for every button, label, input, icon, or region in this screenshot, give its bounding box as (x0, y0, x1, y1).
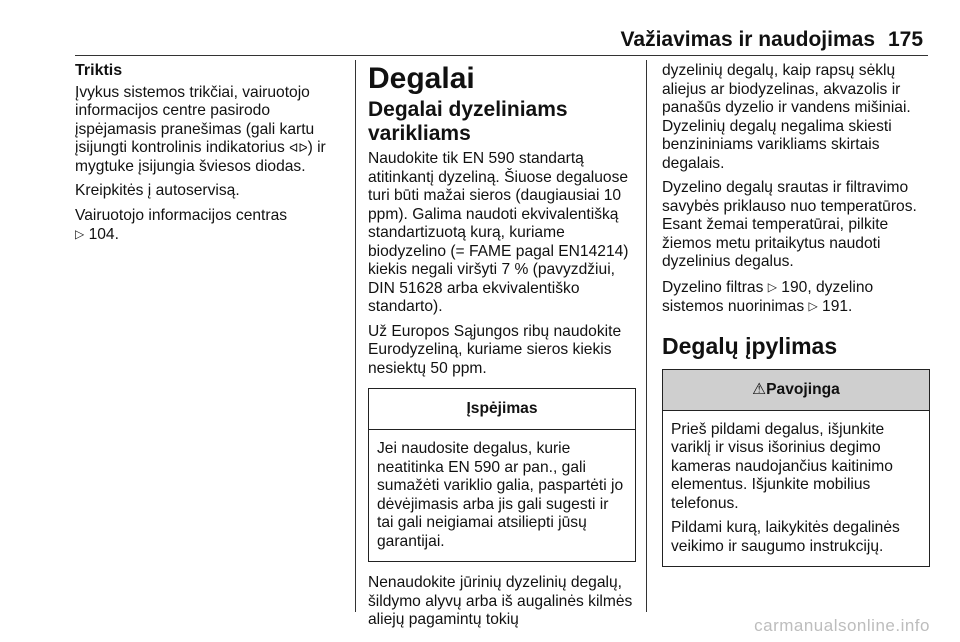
notice-text: Jei naudosite degalus, kurie neatitinka EN 590 ar pan., gali sumažėti variklio galia, paspartėti jo dėvėjimasis arba jis gali sugesti ir tai gali neigiamai atsiliepti jūsų garantijai. (377, 440, 624, 550)
paragraph (75, 207, 347, 245)
header-title: Važiavimas ir naudojimas (620, 28, 875, 51)
warning-triangle-icon: ⚠ (752, 380, 767, 398)
paragraph: Dyzelino degalų srautas ir filtravimo savybės priklauso nuo temperatūros. Esant žemai temperatūrai, pilkite žiemos metu pritaikytus naudoti dyzelinius degalus. (662, 179, 917, 270)
paragraph-text: Dyzelino filtras (662, 278, 768, 296)
paragraph: Naudokite tik EN 590 standartą atitinkantį dyzeliną. Šiuose degaluose turi būti mažai sieros (daugiausiai 10 ppm). Galima naudoti ekvivalentišką standartizuotą kurą, kuriame biodyzelino (= FAME pagal EN14214) kiekis negali viršyti 7 % (pavyzdžiui, DIN 51628 arba ekvivalentiško standarto). (368, 150, 629, 315)
section-heading-triktis: Triktis (75, 62, 123, 79)
paragraph-text: Įvykus sistemos trikčiai, vairuotojo informacijos centre pasirodo įspėjamasis pranešimas (gali kartu įsijungti kontrolinis indikatorius (75, 83, 315, 156)
paragraph: Nenaudokite jūrinių dyzelinių degalų, šildymo alyvų arba iš augalinės kilmės aliejų pagamintų tokių (368, 574, 633, 628)
page-reference[interactable]: 104. (84, 226, 119, 243)
column-middle (368, 62, 636, 636)
column-right (662, 62, 930, 567)
danger-text: Prieš pildami degalus, išjunkite variklį ir visus išorinius degimo kameras naudojančius kaitinimo elementus. Išjunkite mobilius telefonus. (671, 420, 893, 512)
paragraph: Už Europos Sąjungos ribų naudokite Eurodyzeliną, kuriame sieros kiekis nesiektų 50 ppm. (368, 322, 622, 377)
notice-body (369, 430, 635, 561)
paragraph-text: ) ir mygtuke įsijungia šviesos diodas. (75, 139, 326, 175)
danger-text: Pildami kurą, laikykitės degalinės veikimo ir saugumo instrukcijų. (671, 519, 900, 555)
danger-body (663, 411, 929, 567)
indicator-icon: ᐊᐅ (289, 141, 308, 155)
watermark: carmanualsonline.info (754, 616, 930, 635)
reference-arrow-icon: ▷ (767, 279, 777, 294)
reference-arrow-icon: ▷ (75, 227, 85, 241)
danger-title-text: Pavojinga (766, 380, 840, 398)
danger-title (663, 370, 929, 411)
header-rule (75, 55, 928, 56)
page-reference[interactable]: 190, dyzelino sistemos nuorinimas (662, 278, 874, 315)
subsection-heading-diesel: Degalai dyzeliniams varikliams (368, 98, 568, 145)
section-heading-degalai: Degalai (368, 62, 475, 95)
paragraph (662, 278, 930, 317)
paragraph: Kreipkitės į autoservisą. (75, 182, 240, 199)
danger-box (662, 369, 930, 568)
paragraph: dyzelinių degalų, kaip rapsų sėklų aliejus ar biodyzelinas, akvazolis ir panašūs dyzelio ir vandens mišiniai. Dyzelinių degalų negalima skiesti benzininiams varikliams skirtais degalais. (662, 62, 911, 172)
section-heading-refueling: Degalų įpylimas (662, 332, 838, 359)
column-left (75, 62, 347, 251)
column-divider-left (355, 60, 356, 612)
page-reference[interactable]: 191. (817, 298, 853, 315)
notice-box (368, 388, 636, 562)
reference-arrow-icon: ▷ (808, 299, 818, 313)
notice-title: Įspėjimas (369, 389, 635, 430)
page-number: 175 (888, 28, 924, 51)
paragraph (75, 84, 347, 177)
column-divider-right (646, 60, 647, 612)
paragraph-text: Vairuotojo informacijos centras (75, 206, 288, 224)
